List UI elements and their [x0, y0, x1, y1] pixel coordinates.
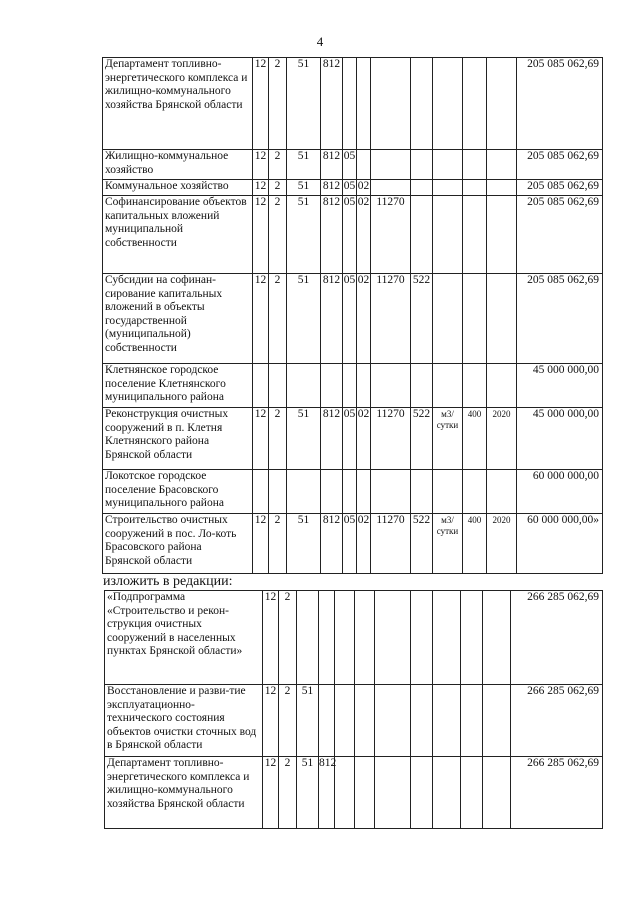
code-cell	[357, 150, 371, 180]
code-cell: 812	[321, 180, 343, 196]
budget-table-new	[104, 590, 603, 829]
code-cell	[433, 591, 461, 685]
code-cell	[461, 685, 483, 757]
row-name: Восстановление и разви-тие эксплуатационно-технического состояния объектов очистки сточных вод в Брянской области	[105, 685, 263, 757]
code-cell: 02	[357, 196, 371, 274]
code-cell: 51	[287, 150, 321, 180]
code-cell: 400	[463, 408, 487, 470]
code-cell: 12	[263, 757, 279, 829]
table-row	[103, 150, 603, 180]
code-cell: 11270	[371, 514, 411, 574]
code-cell	[463, 180, 487, 196]
code-cell	[371, 58, 411, 150]
code-cell: 812	[319, 757, 335, 829]
code-cell: 51	[287, 408, 321, 470]
code-cell: 2	[279, 757, 297, 829]
row-amount: 60 000 000,00»	[517, 514, 603, 574]
code-cell	[319, 685, 335, 757]
code-cell	[433, 364, 463, 408]
code-cell: 2	[269, 58, 287, 150]
table-row	[103, 58, 603, 150]
code-cell	[433, 180, 463, 196]
code-cell: 522	[411, 408, 433, 470]
code-cell	[411, 58, 433, 150]
code-cell: 2	[269, 196, 287, 274]
table-row	[105, 685, 603, 757]
code-cell	[411, 685, 433, 757]
code-cell	[411, 196, 433, 274]
row-amount: 205 085 062,69	[517, 196, 603, 274]
code-cell	[253, 364, 269, 408]
row-amount: 205 085 062,69	[517, 150, 603, 180]
code-cell: 51	[287, 514, 321, 574]
code-cell: 05	[343, 150, 357, 180]
code-cell: 05	[343, 274, 357, 364]
code-cell	[433, 757, 461, 829]
code-cell: 02	[357, 274, 371, 364]
code-cell	[287, 470, 321, 514]
row-amount: 45 000 000,00	[517, 408, 603, 470]
code-cell: 12	[263, 591, 279, 685]
code-cell: 812	[321, 514, 343, 574]
code-cell	[321, 470, 343, 514]
code-cell: 2020	[487, 514, 517, 574]
row-name: Департамент топливно-энергетического комплекса и жилищно-коммунального хозяйства Брянской области	[103, 58, 253, 150]
code-cell: 400	[463, 514, 487, 574]
code-cell	[411, 757, 433, 829]
code-cell: 51	[297, 757, 319, 829]
code-cell	[487, 180, 517, 196]
code-cell	[371, 364, 411, 408]
code-cell	[321, 364, 343, 408]
row-amount: 266 285 062,69	[511, 757, 603, 829]
code-cell	[433, 58, 463, 150]
code-cell	[357, 470, 371, 514]
row-amount: 205 085 062,69	[517, 180, 603, 196]
code-cell: 2020	[487, 408, 517, 470]
code-cell: 05	[343, 180, 357, 196]
code-cell	[433, 274, 463, 364]
row-name: Субсидии на софинан-сирование капитальных вложений в объекты государственной (муниципальной) собственности	[103, 274, 253, 364]
row-name: Департамент топливно-энергетического комплекса и жилищно-коммунального хозяйства Брянской области	[105, 757, 263, 829]
row-name: Софинансирование объектов капитальных вложений муниципальной собственности	[103, 196, 253, 274]
code-cell	[461, 757, 483, 829]
code-cell	[269, 470, 287, 514]
row-amount: 205 085 062,69	[517, 274, 603, 364]
code-cell: 51	[287, 274, 321, 364]
code-cell	[371, 470, 411, 514]
code-cell	[463, 196, 487, 274]
code-cell: 12	[253, 58, 269, 150]
row-amount: 205 085 062,69	[517, 58, 603, 150]
code-cell: 12	[253, 514, 269, 574]
code-cell: 11270	[371, 274, 411, 364]
code-cell: 2	[269, 274, 287, 364]
code-cell: 02	[357, 180, 371, 196]
code-cell: 05	[343, 408, 357, 470]
code-cell	[461, 591, 483, 685]
code-cell: 812	[321, 196, 343, 274]
row-name: Жилищно-коммунальное хозяйство	[103, 150, 253, 180]
row-amount: 60 000 000,00	[517, 470, 603, 514]
code-cell: 12	[253, 274, 269, 364]
code-cell	[487, 364, 517, 408]
row-name: Клетнянское городское поселение Клетнянского муниципального района	[103, 364, 253, 408]
row-name: «Подпрограмма «Строительство и рекон-струкция очистных сооружений в населенных пунктах Брянской области»	[105, 591, 263, 685]
code-cell	[433, 196, 463, 274]
code-cell: 2	[269, 514, 287, 574]
row-amount: 266 285 062,69	[511, 591, 603, 685]
row-name: Строительство очистных сооружений в пос. Ло-коть Брасовского района Брянской области	[103, 514, 253, 574]
code-cell: 2	[279, 685, 297, 757]
code-cell	[357, 364, 371, 408]
code-cell: 522	[411, 274, 433, 364]
table-row	[105, 757, 603, 829]
code-cell	[411, 180, 433, 196]
budget-table-old	[102, 57, 603, 574]
code-cell	[463, 274, 487, 364]
row-amount: 266 285 062,69	[511, 685, 603, 757]
code-cell	[253, 470, 269, 514]
code-cell	[297, 591, 319, 685]
code-cell	[287, 364, 321, 408]
code-cell	[463, 150, 487, 180]
code-cell: 05	[343, 514, 357, 574]
code-cell: 51	[287, 180, 321, 196]
code-cell	[487, 150, 517, 180]
code-cell: 51	[287, 58, 321, 150]
code-cell	[487, 470, 517, 514]
code-cell	[487, 274, 517, 364]
code-cell: 12	[253, 196, 269, 274]
page-number: 4	[316, 34, 324, 49]
table-row	[103, 514, 603, 574]
table-row	[103, 180, 603, 196]
code-cell: 812	[321, 274, 343, 364]
code-cell	[463, 364, 487, 408]
code-cell: 2	[269, 408, 287, 470]
code-cell	[335, 591, 355, 685]
row-amount: 45 000 000,00	[517, 364, 603, 408]
code-cell	[487, 196, 517, 274]
code-cell: 02	[357, 514, 371, 574]
code-cell: м3/ сутки	[433, 408, 463, 470]
code-cell	[355, 757, 375, 829]
code-cell: 812	[321, 58, 343, 150]
code-cell: 51	[297, 685, 319, 757]
code-cell: 11270	[371, 408, 411, 470]
code-cell: 12	[253, 408, 269, 470]
code-cell	[375, 685, 411, 757]
code-cell: 812	[321, 408, 343, 470]
code-cell	[433, 685, 461, 757]
code-cell	[411, 150, 433, 180]
code-cell: 12	[263, 685, 279, 757]
code-cell: 2	[269, 150, 287, 180]
code-cell	[335, 685, 355, 757]
code-cell	[433, 150, 463, 180]
code-cell: 2	[269, 180, 287, 196]
code-cell	[483, 591, 511, 685]
code-cell	[375, 757, 411, 829]
code-cell: м3/ сутки	[433, 514, 463, 574]
code-cell	[483, 757, 511, 829]
code-cell	[355, 685, 375, 757]
code-cell	[343, 470, 357, 514]
code-cell	[375, 591, 411, 685]
code-cell	[371, 180, 411, 196]
code-cell	[487, 58, 517, 150]
code-cell: 12	[253, 180, 269, 196]
code-cell	[411, 470, 433, 514]
table-row	[103, 364, 603, 408]
code-cell: 51	[287, 196, 321, 274]
code-cell	[343, 364, 357, 408]
code-cell: 2	[279, 591, 297, 685]
code-cell	[335, 757, 355, 829]
code-cell	[463, 470, 487, 514]
code-cell	[433, 470, 463, 514]
code-cell: 812	[321, 150, 343, 180]
amendment-phrase: изложить в редакции:	[103, 574, 233, 589]
code-cell	[463, 58, 487, 150]
row-name: Реконструкция очистных сооружений в п. Клетня Клетнянского района Брянской области	[103, 408, 253, 470]
code-cell	[411, 591, 433, 685]
table-row	[103, 408, 603, 470]
code-cell	[269, 364, 287, 408]
row-name: Коммунальное хозяйство	[103, 180, 253, 196]
code-cell	[355, 591, 375, 685]
table-row	[105, 591, 603, 685]
code-cell: 02	[357, 408, 371, 470]
table-row	[103, 274, 603, 364]
code-cell	[371, 150, 411, 180]
table-row	[103, 470, 603, 514]
code-cell: 522	[411, 514, 433, 574]
code-cell	[357, 58, 371, 150]
code-cell: 05	[343, 196, 357, 274]
code-cell: 11270	[371, 196, 411, 274]
code-cell: 12	[253, 150, 269, 180]
code-cell	[483, 685, 511, 757]
code-cell	[319, 591, 335, 685]
code-cell	[411, 364, 433, 408]
code-cell	[343, 58, 357, 150]
row-name: Локотское городское поселение Брасовского муниципального района	[103, 470, 253, 514]
table-row	[103, 196, 603, 274]
